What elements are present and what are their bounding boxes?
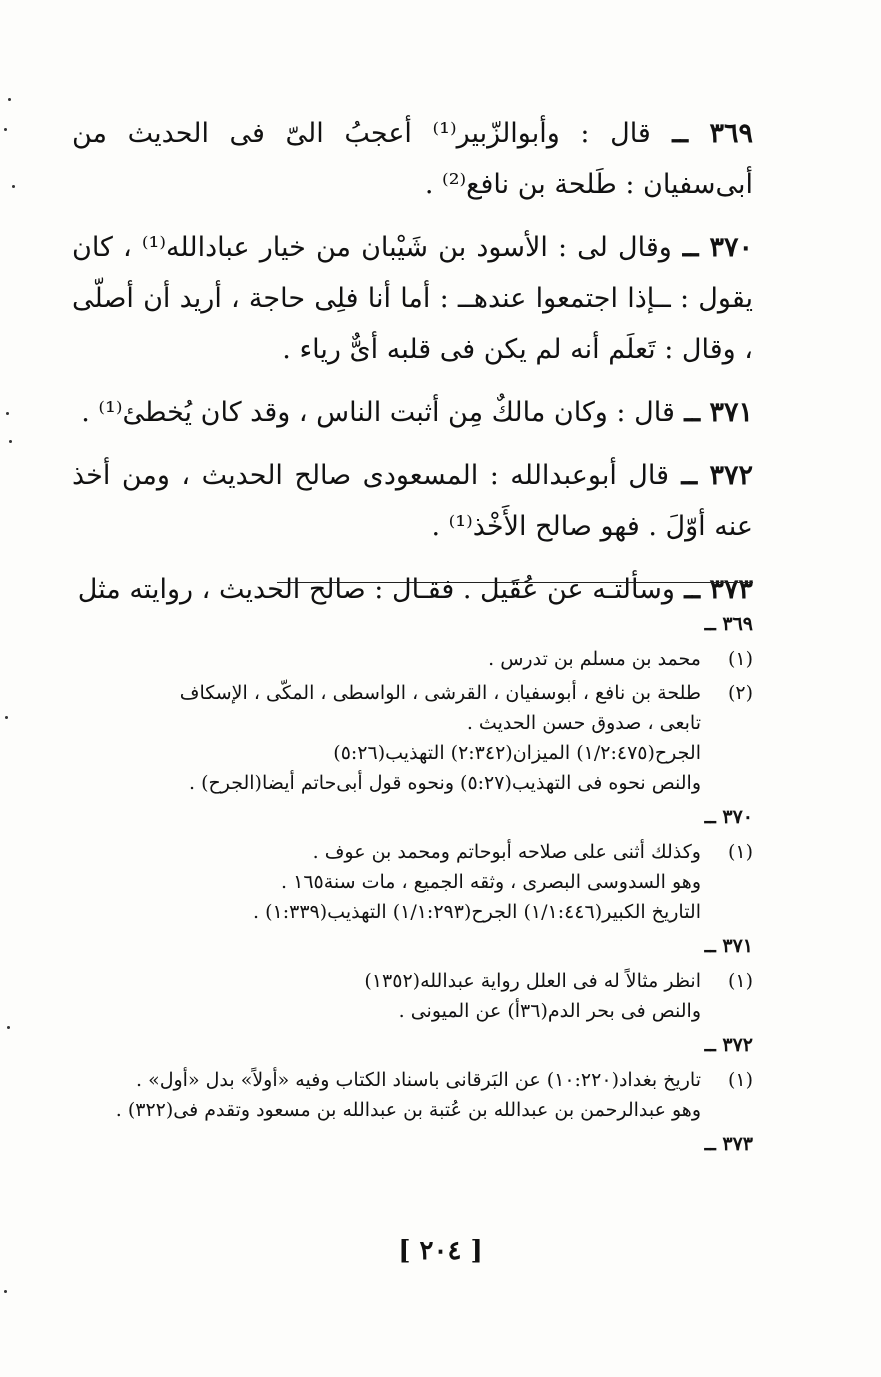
- entry-dash: ــ: [674, 397, 710, 428]
- entry-number: ٣٧٢: [709, 460, 753, 491]
- footnote-body: [160, 678, 701, 798]
- footnote-line: محمد بن مسلم بن تدرس .: [488, 648, 701, 670]
- footnote-line: وهو السدوسى البصرى ، وثقه الجميع ، مات سنة١٦٥ .: [281, 871, 701, 893]
- scan-speck: [6, 412, 9, 415]
- footnote-line: تاريخ بغداد(١٠:٢٢٠) عن البَرقانى باسناد الكتاب وفيه «أولاً» بدل «أول» .: [135, 1069, 701, 1091]
- entry-paragraph: [72, 222, 753, 375]
- footnote-line: التاريخ الكبير(١/١:٤٤٦) الجرح(١/١:٢٩٣) التهذيب(١:٣٣٩) .: [253, 901, 701, 923]
- entry-dash: ــ: [671, 232, 710, 263]
- entry-text: قال : وكان مالكٌ مِن أثبت الناس ، وقد كان يُخطئ⁽¹⁾ .: [81, 397, 675, 428]
- scan-speck: [4, 1290, 7, 1293]
- scan-speck: [5, 716, 8, 719]
- scan-speck: [12, 185, 15, 188]
- entry-number: ٣٦٩: [709, 118, 753, 149]
- footnote-separator: [277, 582, 753, 583]
- scan-speck: [4, 128, 7, 131]
- entry-dash: ــ: [650, 118, 710, 149]
- footnotes: [115, 606, 753, 1164]
- footnote: [115, 1065, 753, 1125]
- entry-paragraph: [72, 387, 753, 438]
- footnote-group-heading: ٣٧٢ ــ: [704, 1034, 753, 1056]
- page-number: [ ٢٠٤ ]: [398, 1236, 483, 1266]
- footnote-line: وهو عبدالرحمن بن عبدالله بن عُتبة بن عبدالله بن مسعود وتقدم فى(٣٢٢) .: [115, 1099, 701, 1121]
- footnote-marker: (٢): [727, 682, 753, 704]
- entry-text: قال أبوعبدالله : المسعودى صالح الحديث ، ومن أخذ عنه أوّلَ . فهو صالح الأَخْذ⁽¹⁾ .: [72, 460, 753, 542]
- main-text: [72, 108, 753, 627]
- scan-speck: [8, 98, 11, 101]
- entry-paragraph: [72, 108, 753, 210]
- entry-number: ٣٧١: [709, 397, 753, 428]
- footnote-line: وكذلك أثنى على صلاحه أبوحاتم ومحمد بن عوف .: [312, 841, 701, 863]
- entry-number: ٣٧٣: [709, 574, 753, 605]
- footnote-line: الجرح(١/٢:٤٧٥) الميزان(٢:٣٤٢) التهذيب(٥:٢٦): [333, 742, 701, 764]
- footnote-line: والنص فى بحر الدم(٣٦أ) عن الميونى .: [398, 1000, 701, 1022]
- entry-text: وسألتـه عن عُقَيل . فقـال : صالح الحديث ، روايته مثل: [77, 574, 675, 605]
- footnote-group-heading: ٣٦٩ ــ: [704, 613, 753, 635]
- entry-number: ٣٧٠: [709, 232, 754, 263]
- footnote: [160, 644, 753, 674]
- footnote-line: انظر مثالاً له فى العلل رواية عبدالله(١٣٥٢): [364, 970, 701, 992]
- footnote-body: [160, 966, 701, 1026]
- footnote-marker: (١): [727, 970, 753, 992]
- footnote: [160, 966, 753, 1026]
- entry-text: وقال لى : الأسود بن شَيْبان من خيار عبادالله⁽¹⁾ ، كان يقول : ــإذا اجتمعوا عندهــ : أما أنا فلِى حاجة ، أريد أن أصلّى ، وقال : تَعلَم أنه لم يكن فى قلبه أىٌّ رياء .: [72, 232, 753, 365]
- footnote-body: [160, 837, 701, 927]
- footnote-marker: (١): [727, 841, 753, 863]
- footnote-line: طلحة بن نافع ، أبوسفيان ، القرشى ، الواسطى ، المكّى ، الإسكاف: [179, 682, 701, 704]
- footnote-line: تابعى ، صدوق حسن الحديث .: [466, 712, 701, 734]
- footnote-group-heading: ٣٧٠ ــ: [704, 806, 753, 828]
- footnote-group-heading: ٣٧١ ــ: [704, 935, 753, 957]
- footnote-body: [160, 644, 701, 674]
- footnote-marker: (١): [727, 1069, 753, 1091]
- scan-speck: [7, 1026, 10, 1029]
- footnote-marker: (١): [727, 648, 753, 670]
- footnote-line: والنص نحوه فى التهذيب(٥:٢٧) ونحوه قول أبى‌حاتم أيضا(الجرح) .: [188, 772, 701, 794]
- entry-dash: ــ: [669, 460, 710, 491]
- footnote-body: [116, 1065, 701, 1125]
- footnote-group-heading: ٣٧٣ ــ: [704, 1133, 753, 1155]
- scan-speck: [9, 440, 12, 443]
- entry-paragraph: [72, 450, 753, 552]
- footnote: [160, 837, 753, 927]
- entry-dash: ــ: [674, 574, 710, 605]
- entry-text: قال : وأبوالزّبير⁽¹⁾ أعجبُ الىّ فى الحديث من أبى‌سفيان : طَلحة بن نافع⁽²⁾ .: [72, 118, 753, 200]
- footnote: [160, 678, 753, 798]
